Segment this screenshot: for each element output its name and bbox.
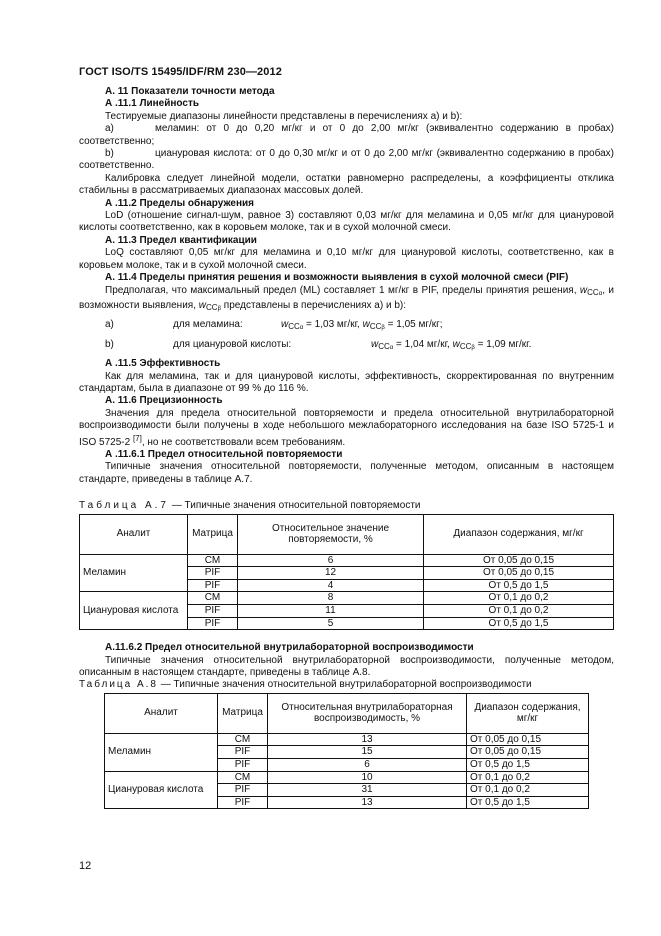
- subsection-title-reproducibility: А.11.6.2 Предел относительной внутрилабораторной воспроизводимости: [105, 642, 474, 654]
- paragraph: Значения для предела относительной повторяемости и предела относительной внутрилабораторной воспроизводимости были получены в ходе небольшого межлабораторного исследования на базе ISO 5725-1 и ISO 5725-2 [7], но не соответствовали всем требованиям.: [79, 407, 614, 448]
- paragraph: Как для меламина, так и для циануровой кислоты, эффективность, скорректированная по внутренним стандартам, была в диапазоне от 99 % до 116 %.: [79, 370, 614, 394]
- analyte-cell: Меламин: [80, 554, 188, 592]
- table-row: Циануровая кислота СМ 8 От 0,1 до 0,2: [80, 592, 614, 605]
- subsection-title-efficiency: А .11.5 Эффективность: [105, 358, 221, 370]
- table-row: PIF 31 От 0,1 до 0,2: [105, 784, 589, 797]
- table-row: PIF 13 От 0,5 до 1,5: [105, 796, 589, 809]
- analyte-cell: Меламин: [105, 733, 218, 771]
- table-row: PIF 6 От 0,5 до 1,5: [105, 758, 589, 771]
- enum-item: a) для меламина: $w_{CC\alpha} = 1,03$ мг/кг, $w_{CC\beta} = 1,05$ мг/кг;: [105, 319, 443, 332]
- paragraph: Предполагая, что максимальный предел (ML) составляет 1 мг/кг в PIF, пределы принятия решения, $w_{CC\alpha}$, и возможности выявления, $w_{CC\beta}$ представлены в перечислениях a) и b):: [79, 284, 614, 312]
- subsection-title-decision-limits: А. 11.4 Пределы принятия решения и возможности выявления в сухой молочной смеси (PIF): [105, 272, 569, 284]
- table-row: Меламин СМ 13 От 0,05 до 0,15: [105, 733, 589, 746]
- paragraph: Тестируемые диапазоны линейности представлены в перечислениях a) и b):: [105, 110, 463, 122]
- column-header: Относительное значение повторяемости, %: [238, 514, 424, 554]
- column-header: Аналит: [105, 693, 218, 733]
- table-row: PIF 11 От 0,1 до 0,2: [80, 604, 614, 617]
- column-header: Относительная внутрилабораторная воспроизводимость, %: [268, 693, 467, 733]
- table-row: PIF 12 От 0,05 до 0,15: [80, 567, 614, 580]
- table-header-row: [105, 693, 589, 733]
- page-content: [79, 86, 614, 809]
- subsection-title-repeatability: А .11.6.1 Предел относительной повторяемости: [105, 448, 343, 460]
- enum-item: a) меламин: от 0 до 0,20 мг/кг и от 0 до 2,00 мг/кг (эквивалентно содержанию в пробах) соответственно;: [79, 123, 614, 147]
- table-row: PIF 4 От 0,5 до 1,5: [80, 579, 614, 592]
- column-header: Аналит: [80, 514, 188, 554]
- analyte-cell: Циануровая кислота: [80, 592, 188, 630]
- column-header: Диапазон содержания, мг/кг: [467, 693, 589, 733]
- table-a7-caption: Таблица А.7 — Типичные значения относительной повторяемости: [79, 500, 421, 512]
- table-header-row: [80, 514, 614, 554]
- page-number: 12: [79, 860, 92, 872]
- table-row: Циануровая кислота СМ 10 От 0,1 до 0,2: [105, 771, 589, 784]
- enum-item: b) для циануровой кислоты: $w_{CC\alpha} = 1,04$ мг/кг, $w_{CC\beta} = 1,09$ мг/кг.: [105, 338, 532, 351]
- column-header: Диапазон содержания, мг/кг: [424, 514, 614, 554]
- subsection-title-quantification: А. 11.3 Предел квантификации: [105, 234, 257, 246]
- table-a7: [79, 514, 614, 631]
- paragraph: Типичные значения относительной внутрилабораторной воспроизводимости, полученные методом, описанным в настоящем стандарте, приведены в таблице А.8.: [79, 654, 614, 678]
- paragraph: Типичные значения относительной повторяемости, полученные методом, описанным в настоящем стандарте, приведены в таблице А.7.: [79, 461, 614, 485]
- paragraph: Калибровка следует линейной модели, остатки равномерно распределены, а коэффициенты отклика стабильны в рассматриваемых диапазонах массовых долей.: [79, 172, 614, 197]
- paragraph: LoD (отношение сигнал-шум, равное 3) составляют 0,03 мг/кг для меламина и 0,05 мг/кг для циануровой кислоты соответственно, как в коровьем молоке, так и в сухой молочной смеси.: [79, 210, 614, 234]
- subsection-title-detection: А .11.2 Пределы обнаружения: [105, 197, 254, 209]
- subsection-title-linearity: А .11.1 Линейность: [105, 98, 200, 110]
- table-row: PIF 5 От 0,5 до 1,5: [80, 617, 614, 630]
- table-row: Меламин СМ 6 От 0,05 до 0,15: [80, 554, 614, 567]
- table-a8: [104, 693, 589, 810]
- column-header: Матрица: [218, 693, 268, 733]
- enum-item: b) циануровая кислота: от 0 до 0,30 мг/кг и от 0 до 2,00 мг/кг (эквивалентно содержанию в пробах) соответственно.: [79, 148, 614, 172]
- section-title: А. 11 Показатели точности метода: [105, 86, 275, 97]
- subsection-title-precision: А. 11.6 Прецизионность: [105, 395, 223, 407]
- document-header: ГОСТ ISO/TS 15495/IDF/RM 230—2012: [79, 66, 282, 78]
- paragraph: LoQ составляют 0,05 мг/кг для меламина и 0,10 мг/кг для циануровой кислоты, соответственно, как в коровьем молоке, так и в сухой молочной смеси.: [79, 247, 614, 271]
- column-header: Матрица: [188, 514, 238, 554]
- table-row: PIF 15 От 0,05 до 0,15: [105, 746, 589, 759]
- analyte-cell: Циануровая кислота: [105, 771, 218, 809]
- table-a8-caption: Таблица А.8 — Типичные значения относительной внутрилабораторной воспроизводимости: [79, 679, 532, 691]
